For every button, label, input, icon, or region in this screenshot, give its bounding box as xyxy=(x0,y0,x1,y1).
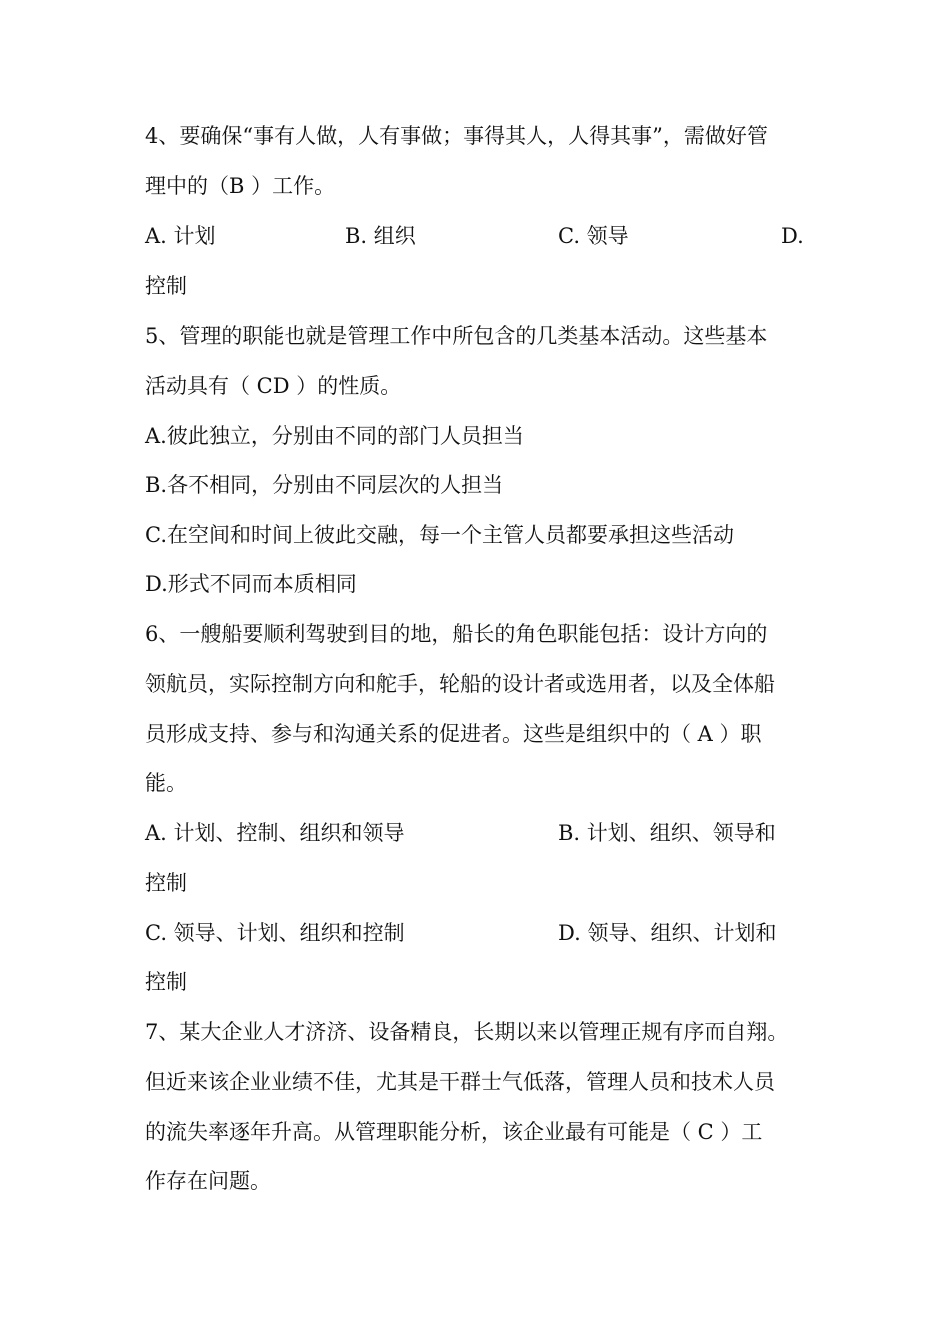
q7-stem-line-4: 作存在问题。 xyxy=(145,1169,271,1193)
q6-stem-line-1: 6、一艘船要顺利驾驶到目的地，船长的角色职能包括：设计方向的 xyxy=(145,622,768,646)
q7-stem-line-2: 但近来该企业业绩不佳，尤其是干群士气低落，管理人员和技术人员 xyxy=(145,1070,775,1094)
q5-option-d: D.形式不同而本质相同 xyxy=(145,572,357,596)
q6-option-b-continuation: 控制 xyxy=(145,871,187,895)
q4-option-a: A. 计划 xyxy=(145,224,216,248)
q5-stem-line-2: 活动具有（ CD ）的性质。 xyxy=(145,374,402,398)
q5-option-a: A.彼此独立，分别由不同的部门人员担当 xyxy=(145,424,524,448)
q4-option-d-label: D. xyxy=(781,224,804,248)
q6-option-b: B. 计划、组织、领导和 xyxy=(558,821,776,845)
q4-option-d-text: 控制 xyxy=(145,274,187,298)
q6-option-d: D. 领导、组织、计划和 xyxy=(558,921,777,945)
q6-stem-line-2: 领航员，实际控制方向和舵手，轮船的设计者或选用者，以及全体船 xyxy=(145,672,775,696)
q4-option-c: C. 领导 xyxy=(558,224,629,248)
q7-stem-line-1: 7、某大企业人才济济、设备精良，长期以来以管理正规有序而自翔。 xyxy=(145,1020,789,1044)
q5-stem-line-1: 5、管理的职能也就是管理工作中所包含的几类基本活动。这些基本 xyxy=(145,324,768,348)
q4-stem-line-2: 理中的（B ）工作。 xyxy=(145,174,336,198)
q5-option-b: B.各不相同，分别由不同层次的人担当 xyxy=(145,473,504,497)
q6-stem-line-4: 能。 xyxy=(145,771,187,795)
q6-option-a: A. 计划、控制、组织和领导 xyxy=(145,821,405,845)
q6-option-c: C. 领导、计划、组织和控制 xyxy=(145,921,405,945)
q4-stem-line-1: 4、要确保“事有人做，人有事做；事得其人，人得其事”，需做好管 xyxy=(145,124,768,148)
q6-stem-line-3: 员形成支持、参与和沟通关系的促进者。这些是组织中的（ A ）职 xyxy=(145,722,762,746)
q4-option-b: B. 组织 xyxy=(345,224,416,248)
q7-stem-line-3: 的流失率逐年升高。从管理职能分析，该企业最有可能是（ C ）工 xyxy=(145,1120,763,1144)
q6-option-d-continuation: 控制 xyxy=(145,970,187,994)
q5-option-c: C.在空间和时间上彼此交融，每一个主管人员都要承担这些活动 xyxy=(145,523,734,547)
